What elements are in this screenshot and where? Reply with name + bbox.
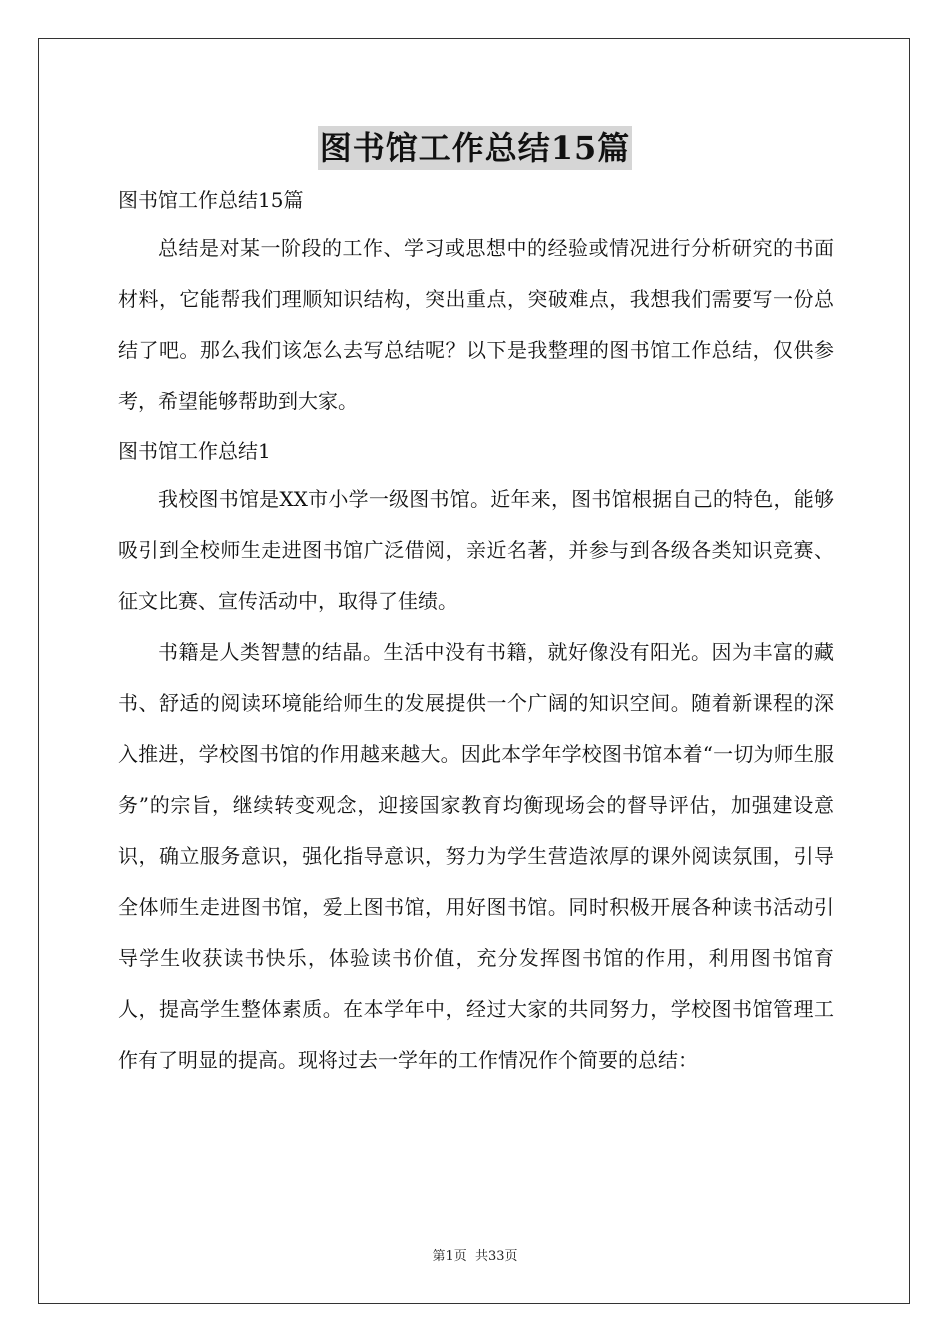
section-heading: 图书馆工作总结1 <box>118 439 271 463</box>
document-subtitle: 图书馆工作总结15篇 <box>118 188 304 212</box>
title-area <box>0 126 950 170</box>
page-footer <box>0 1248 950 1266</box>
document-title: 图书馆工作总结15篇 <box>318 126 633 170</box>
intro-paragraph: 总结是对某一阶段的工作、学习或思想中的经验或情况进行分析研究的书面材料，它能帮我们理顺知识结构，突出重点，突破难点，我想我们需要写一份总结了吧。那么我们该怎么去写总结呢？以下是我整理的图书馆工作总结，仅供参考，希望能够帮助到大家。 <box>118 236 834 413</box>
page-total: 共33页 <box>474 1249 518 1264</box>
document-body <box>118 180 834 1086</box>
page-number: 第1页 <box>432 1249 467 1264</box>
body-paragraph-2: 书籍是人类智慧的结晶。生活中没有书籍，就好像没有阳光。因为丰富的藏书、舒适的阅读环境能给师生的发展提供一个广阔的知识空间。随着新课程的深入推进，学校图书馆的作用越来越大。因此本学年学校图书馆本着“一切为师生服务”的宗旨，继续转变观念，迎接国家教育均衡现场会的督导评估，加强建设意识，确立服务意识，强化指导意识，努力为学生营造浓厚的课外阅读氛围，引导全体师生走进图书馆，爱上图书馆，用好图书馆。同时积极开展各种读书活动引导学生收获读书快乐，体验读书价值，充分发挥图书馆的作用，利用图书馆育人，提高学生整体素质。在本学年中，经过大家的共同努力，学校图书馆管理工作有了明显的提高。现将过去一学年的工作情况作个简要的总结： <box>118 640 834 1072</box>
body-paragraph-1: 我校图书馆是XX市小学一级图书馆。近年来，图书馆根据自己的特色，能够吸引到全校师生走进图书馆广泛借阅，亲近名著，并参与到各级各类知识竞赛、征文比赛、宣传活动中，取得了佳绩。 <box>118 487 834 613</box>
